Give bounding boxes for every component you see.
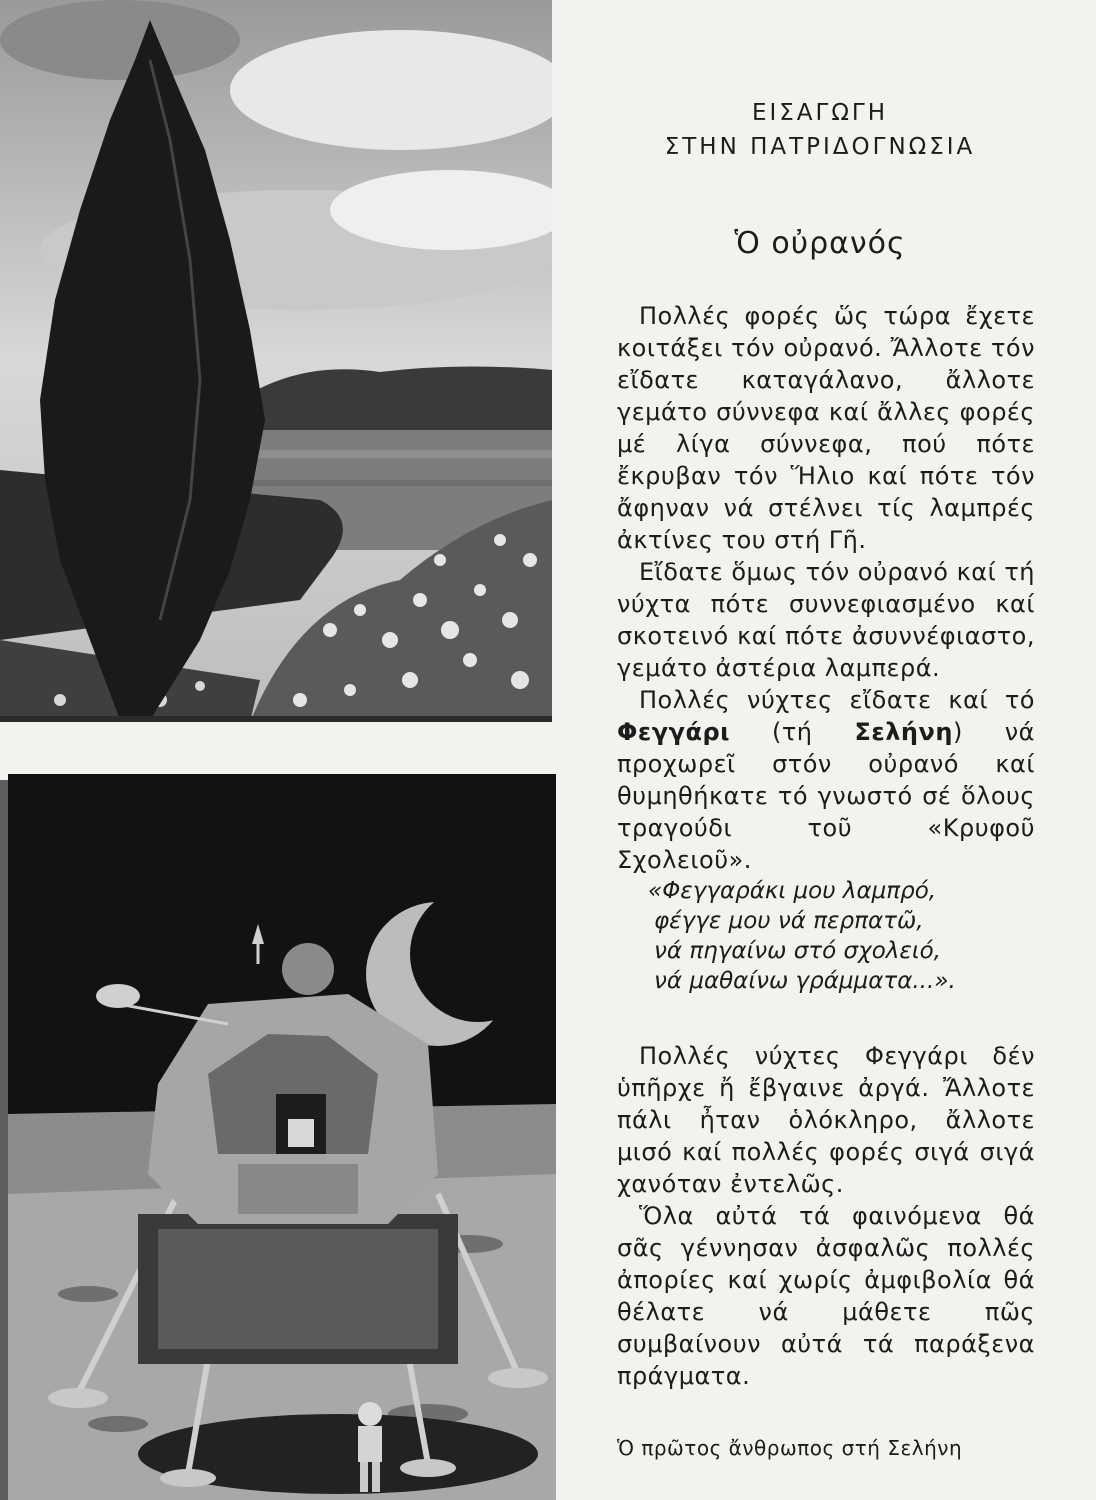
selene-term: Σελήνη bbox=[854, 718, 953, 746]
poem bbox=[648, 876, 1048, 996]
intro-text bbox=[617, 300, 1035, 876]
moon-term: Φεγγάρι bbox=[617, 718, 730, 746]
moon-text-3: ) νά προχωρεῖ στόν οὐρανό καί θυμηθήκατε τό γνωστό σέ ὅλους τραγούδι τοῦ «Κρυφοῦ Σχολειοῦ». bbox=[617, 718, 1036, 874]
closing-text bbox=[617, 1040, 1035, 1392]
paragraph-night: Εἴδατε ὅμως τόν οὐρανό καί τή νύχτα πότε συννεφιασμένο καί σκοτεινό καί πότε ἀσυννέφιαστο, γεμάτο ἀστέρια λαμπερά. bbox=[617, 558, 1035, 682]
poem-line: «Φεγγαράκι μου λαμπρό, bbox=[648, 878, 937, 904]
moon-text-1: Πολλές νύχτες εἴδατε καί τό bbox=[639, 686, 1035, 714]
moon-text-2: (τή bbox=[729, 718, 855, 746]
paragraph-phases: Πολλές νύχτες Φεγγάρι δέν ὑπῆρχε ἤ ἔβγαινε ἀργά. Ἄλλοτε πάλι ἦταν ὁλόκληρο, ἄλλοτε μισό καί πολλές φορές σιγά σιγά χανόταν ἐντελῶς. bbox=[617, 1042, 1035, 1198]
section-label: ΕΙΣΑΓΩΓΗ bbox=[751, 100, 889, 126]
lunar-module-photo bbox=[8, 774, 556, 1500]
paragraph-moon bbox=[617, 684, 1035, 876]
poem-line: νά πηγαίνω στό σχολειό, bbox=[654, 938, 941, 964]
section-title: ΣΤΗΝ ΠΑΤΡΙΔΟΓΝΩΣΙΑ bbox=[664, 134, 976, 160]
landscape-photo bbox=[0, 0, 552, 722]
photo-caption: Ὁ πρῶτος ἄνθρωπος στή Σελήνη bbox=[617, 1436, 963, 1460]
poem-line: φέγγε μου νά περπατῶ, bbox=[654, 908, 924, 934]
paragraph-sky: Πολλές φορές ὥς τώρα ἔχετε κοιτάξει τόν οὐρανό. Ἄλλοτε τόν εἴδατε καταγάλανο, ἄλλοτε γεμάτο σύννεφα καί ἄλλες φορές μέ λίγα σύννεφα, πού πότε ἔκρυβαν τόν Ἥλιο καί πότε τόν ἄφηναν νά στέλνει τίς λαμπρές ἀκτίνες του στή Γῆ. bbox=[617, 302, 1035, 554]
poem-line: νά μαθαίνω γράμματα...». bbox=[654, 968, 956, 994]
lesson-title: Ὁ οὐρανός bbox=[734, 226, 906, 261]
paragraph-questions: Ὅλα αὐτά τά φαινόμενα θά σᾶς γέννησαν ἀσφαλῶς πολλές ἀπορίες καί χωρίς ἀμφιβολία θά θέλατε νά μάθετε πῶς συμβαίνουν αὐτά τά παράξενα πράγματα. bbox=[617, 1202, 1035, 1390]
